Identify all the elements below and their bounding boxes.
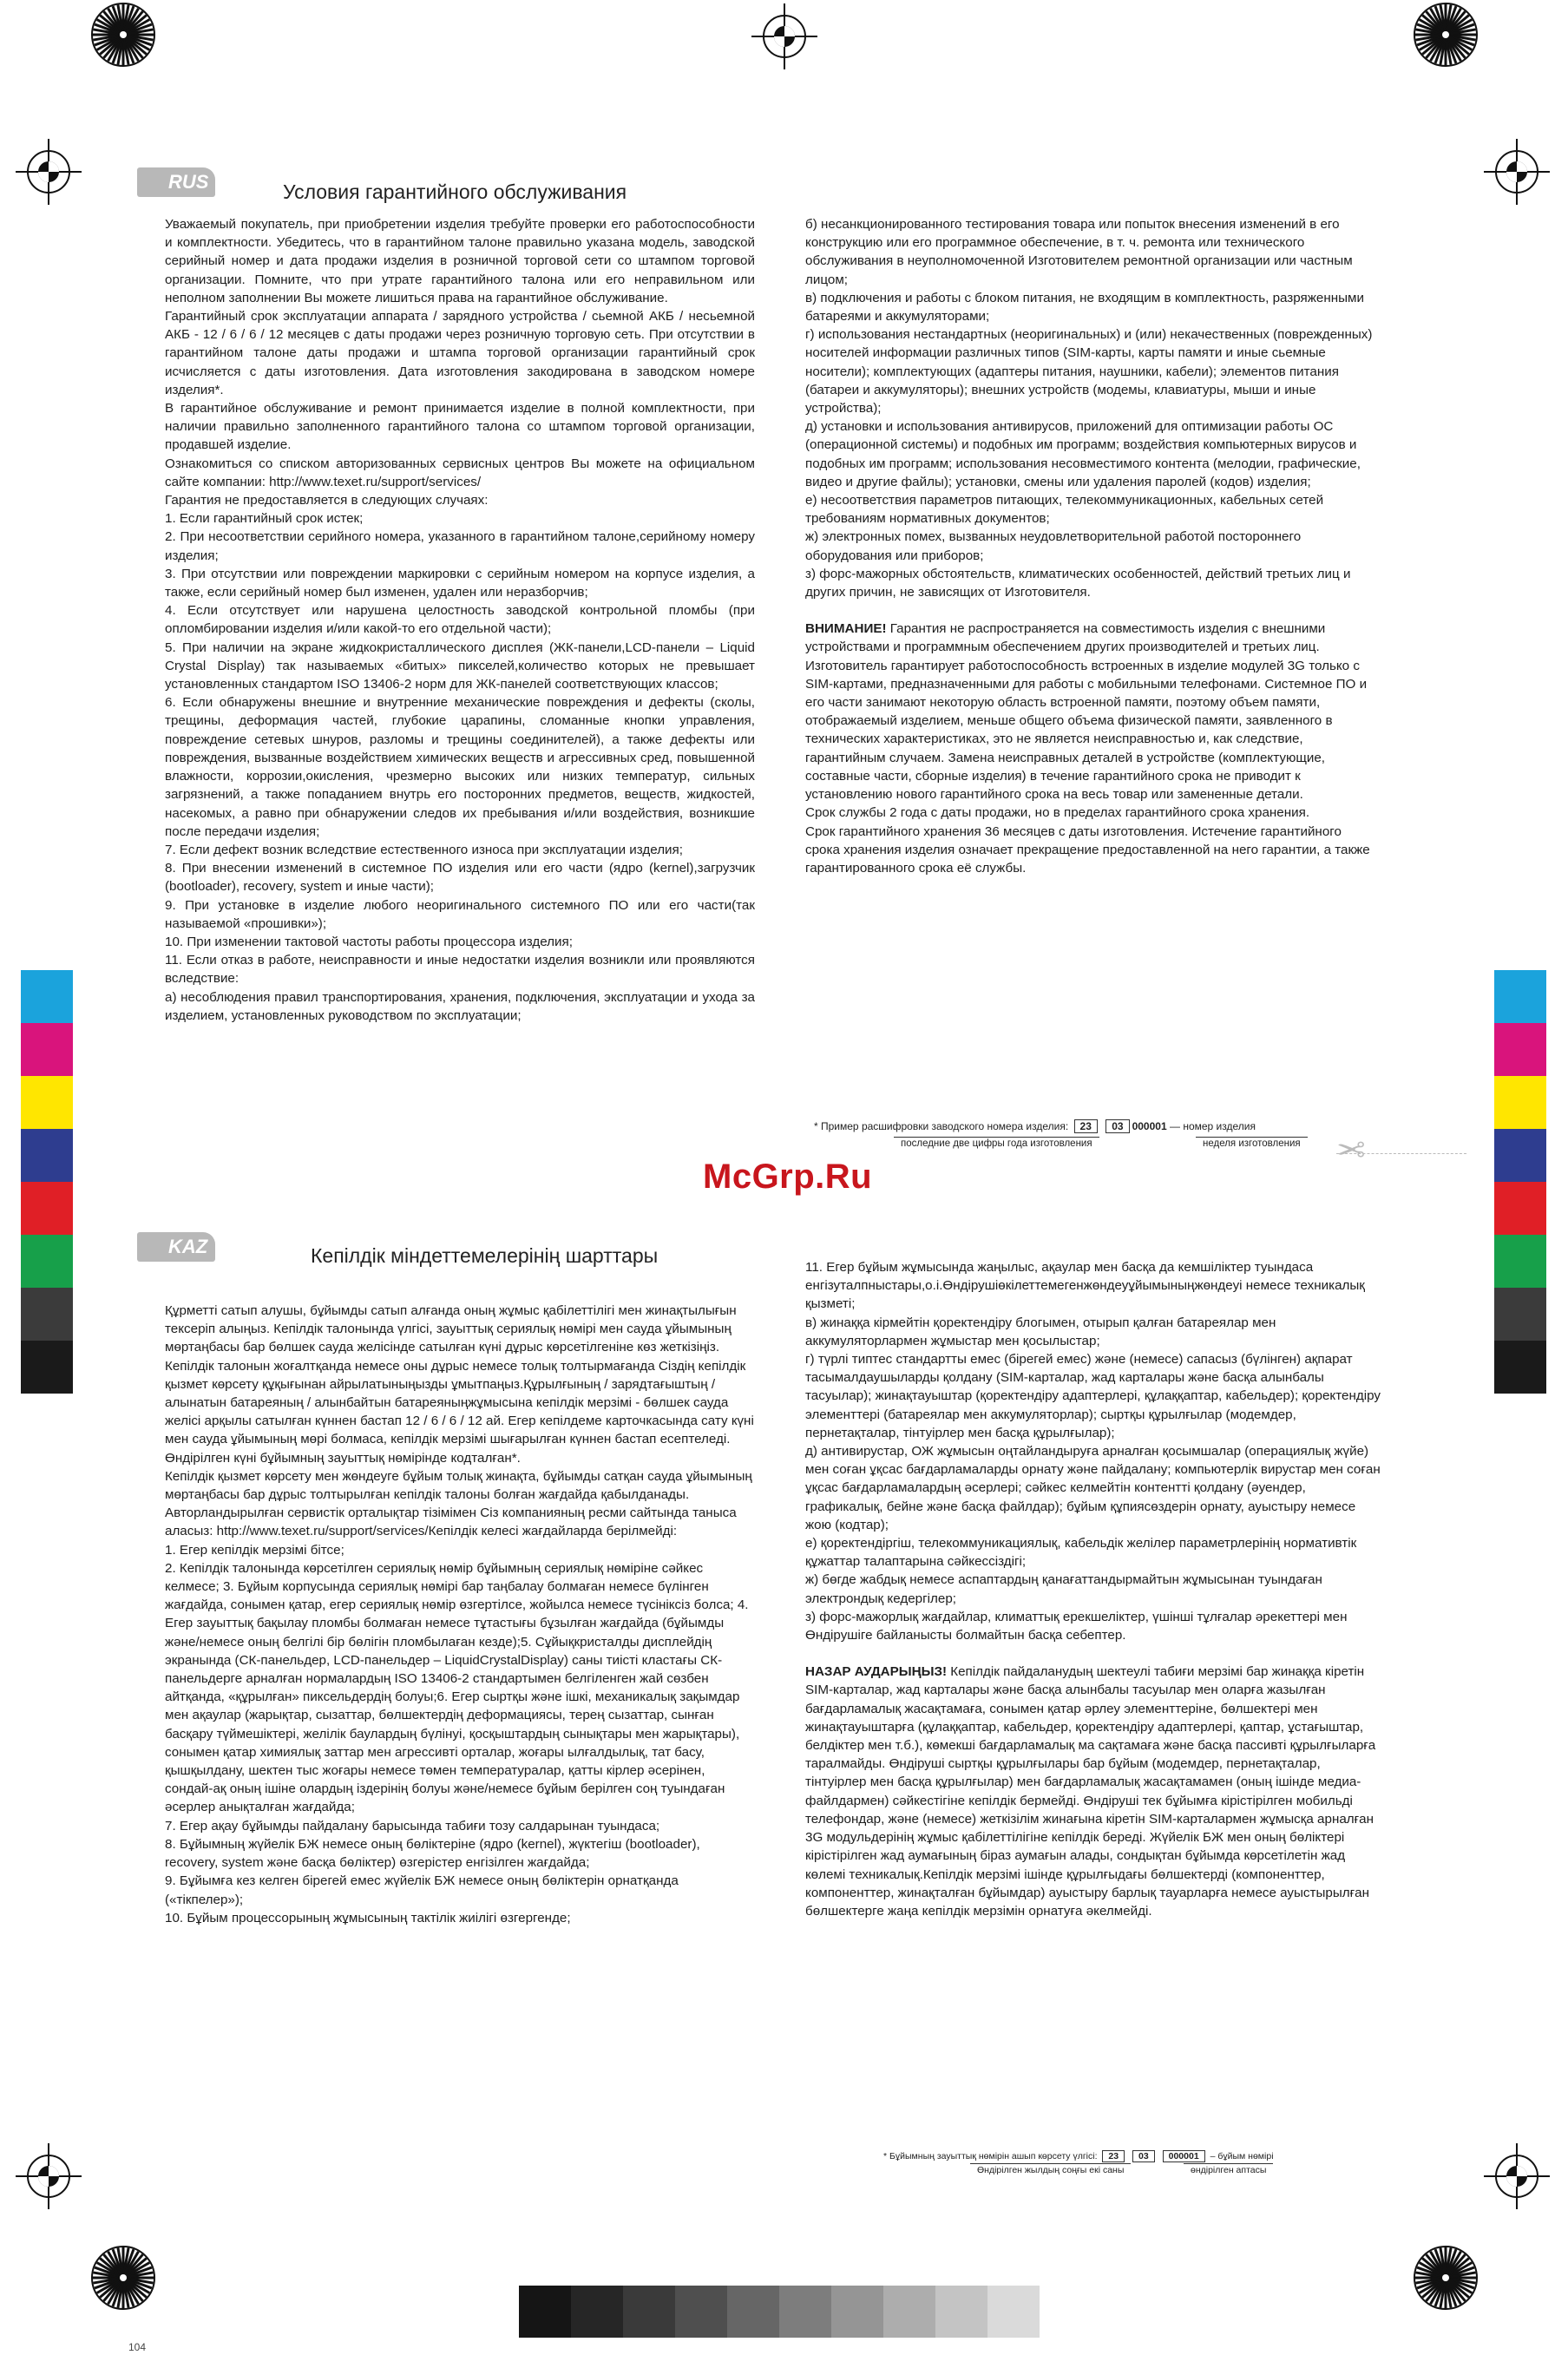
footnote-prefix: * Бұйымның зауыттық нөмірін ашып көрсету үлгісі: <box>883 2151 1098 2161</box>
list-item: з) форс-мажорных обстоятельств, климатических особенностей, действий третьих лиц и других причин, не зависящих от Изготовителя. <box>805 566 1351 600</box>
kaz-footnote-year-caption: Өндірілген жылдың соңғы екі саны <box>970 2163 1131 2176</box>
footnote-prefix: * Пример расшифровки заводского номера изделия: <box>814 1120 1069 1132</box>
list-item: 8. Бұйымның жүйелік БЖ немесе оның бөліктеріне (ядро (kernel), жүктегіш (bootloader), recovery, system және басқа бөліктер) өзгерістер енгізілген жағдайда; <box>165 1836 700 1871</box>
swatch-magenta <box>21 1023 73 1076</box>
attention-text: Гарантия не распространяется на совместимость изделия с внешними устройствами и программным обеспечением других производителей и третьих лиц. Изготовитель гарантирует работоспособность встроенных в изделие модулей 3G только с SIM-картами, предназначенными для работы с мобильными телефонами. Системное ПО и его части занимают некоторую область встроенной памяти, поэтому объем памяти, отображаемый изделием, меньше общего объема физической памяти, заявленного в технических характеристиках, это не является неисправностью и, как следствие, гарантийным случаем. Замена неисправных деталей в устройстве (комплектующие, составные части, сборные изделия) в течение гарантийного срока не приводит к установлению нового гарантийного срока на весь товар или замененные детали. <box>805 621 1368 803</box>
list-item: з) форс-мажорлық жағдайлар, климаттық ерекшеліктер, үшінші тұлғалар әрекеттері мен Өндірушіге байланысты болмайтын басқа себептер. <box>805 1609 1348 1643</box>
registration-mark-top-left <box>16 139 82 205</box>
swatch-darkgray <box>1494 1288 1546 1341</box>
list-item: 10. При изменении тактовой частоты работы процессора изделия; <box>165 934 573 949</box>
footnote-suffix: – бұйым нөмірі <box>1210 2151 1274 2161</box>
rus-left-column <box>165 215 755 1025</box>
list-item: 1. Если гарантийный срок истек; <box>165 511 364 527</box>
gray-step <box>987 2286 1040 2338</box>
swatch-magenta <box>1494 1023 1546 1076</box>
list-item: 2. При несоответствии серийного номера, указанного в гарантийном талоне,серийному номеру изделия; <box>165 529 755 563</box>
swatch-black <box>1494 1341 1546 1394</box>
list-item: 6. Если обнаружены внешние и внутренние механические повреждения и дефекты (сколы, трещины, деформация частей, глубокие царапины, сломанные кнопки управления, повреждение сетевых шнуров, разломы и трещины соединителей), а также дефекты или повреждения, вызванные воздействием химических веществ и агрессивных сред, повышенной влажности, коррозии,окисления, чрезмерно высоких или низких температур, сильных загрязнений, а также попаданием внутрь его посторонних предметов, веществ, жидкостей, насекомых, а равно при обнаружении следов их пребывания и/или воздействия, возникшие после передачи изделия; <box>165 695 755 839</box>
list-item: 3. При отсутствии или повреждении маркировки с серийным номером на корпусе изделия, а также, если серийный номер был изменен, удален или неразборчив; <box>165 566 755 600</box>
kaz-left-column <box>165 1302 755 1927</box>
swatch-blue <box>1494 1129 1546 1182</box>
swatch-darkgray <box>21 1288 73 1341</box>
list-item: 9. При установке в изделие любого неоригинального системного ПО или его части(так называемой «прошивки»); <box>165 897 755 931</box>
gray-step <box>571 2286 623 2338</box>
rus-footnote-week-caption: неделя изготовления <box>1196 1137 1308 1150</box>
list-item: 8. При внесении изменений в системное ПО изделия или его части (ядро (kernel),загрузчик (bootloader), recovery, system и иные части); <box>165 861 755 895</box>
registration-mark-top-right <box>1484 139 1550 205</box>
attention-text: Кепілдік пайдаланудың шектеулі табиғи мерзімі бар жинаққа кіретін SIM-карталар, жад карталары және басқа алынбалы тасуылар мен оларға жазылған бағдарламалық жасақтамаға, сонымен қатар әрлеу элементтеріне, бөлшектері мен жинақтауыштарға (құлаққаптар, кабельдер, қоректендіру адаптерлері, қаптар, ұстағыштар, белдіктер мен т.б.), көмекші бағдарламалық ма сақтамаға және басқа пассивті құрылғыларға таралмайды. Өндіруші сыртқы құрылғылары бар бұйым (модемдер, пернетақталар, тінтуірлер мен басқа құрылғылар) мен бағдарламалық жасақтамамен (оның ішінде медиа-файлдармен) сәйкестігіне кепілдік бермейді. Өндіруші тек бұйымға кірістірілген мобильді телефондар, және (немесе) жеткізілім жинағына кіретін SIM-карталармен жұмысқа арналған 3G модульдерінің жұмыс қабілеттілігіне кепілдік береді. Жүйелік БЖ мен оның бөліктері кірістірілген жад аумағының біраз аумағын алады, сондықтан бұйымда көрсетілетін жад көлемі техникалық.Кепілдік мерзімі ішінде құрылғыдағы бөлшектерді (компоненттер, компоненттер, жинақталған бұйымдар) ауыстыру барлық тауарларға немесе ауыстырылған бөлшектерге жаңа кепілдік мерзімін орнатуға әкелмейді. <box>805 1664 1376 1919</box>
list-item: в) подключения и работы с блоком питания, не входящим в комплектность, разряженными батареями и аккумуляторами; <box>805 290 1364 325</box>
footnote-dash: — <box>1169 1120 1180 1132</box>
list-item: 11. Если отказ в работе, неисправности и иные недостатки изделия возникли или проявляются вследствие: <box>165 953 755 987</box>
color-bar-right <box>1494 970 1546 1394</box>
swatch-blue <box>21 1129 73 1182</box>
cut-line <box>1336 1153 1466 1154</box>
list-item: д) антивирустар, ОЖ жұмысын оңтайландыруға арналған қосымшалар (операциялық жүйе) мен соған ұқсас бағдарламаларды орнату және пайдалану; компьютерлік вирустар мен соған ұқсас бағдарламалардың әсерлері; сәйкес келмейтін контентті қолдану (әуендер, графикалық, бейне және басқа файлдар); бұйым құпиясөздерін орнату, ауыстыру немесе жою (кодтар); <box>805 1444 1381 1532</box>
footnote-week: 03 <box>1132 2150 1155 2162</box>
kaz-right-column <box>805 1258 1382 1920</box>
page-number: 104 <box>128 2341 147 2353</box>
paragraph: Өндірілген күні бұйымның зауыттық нөмірінде кодталған*. <box>165 1450 521 1466</box>
list-item: енгізуталпныстары,о.і.Өндірушіөкілеттемегенжөндеуұйымыныңжөндеуі немесе техникалық қызметі; <box>805 1278 1365 1312</box>
list-item: 4. Если отсутствует или нарушена целостность заводской контрольной пломбы (при опломбировании изделия и/или какой-то его отдельной части); <box>165 603 755 637</box>
list-item: 11. Егер бұйым жұмысында жаңылыс, ақаулар мен басқа да кемшіліктер туындаса <box>805 1260 1314 1275</box>
footnote-serial: 000001 <box>1163 2150 1205 2162</box>
kaz-footnote-week-caption: өндірілген аптасы <box>1184 2163 1273 2176</box>
list-item: д) установки и использования антивирусов, приложений для оптимизации работы ОС (операционной системы) и подобных им программ; воздействия компьютерных вирусов и подобных им программ; использования несовместимого контента (мелодии, графические, видео и другие файлы); установки, смены или удаления паролей (кодов) изделия; <box>805 419 1361 489</box>
lang-tag-rus: RUS <box>137 167 215 197</box>
attention-paragraph <box>805 620 1374 804</box>
attention-label: НАЗАР АУДАРЫҢЫЗ! <box>805 1664 948 1680</box>
color-bar-left <box>21 970 73 1394</box>
registration-mark-bottom-left <box>16 2143 82 2209</box>
gray-step <box>831 2286 883 2338</box>
footnote-week: 03 <box>1105 1119 1129 1133</box>
list-item: 5. При наличии на экране жидкокристаллического дисплея (ЖК-панели,LCD-панели – Liquid Crystal Display) так называемых «битых» пикселей,количество которых не превышает установленных стандартом ISO 13406-2 норм для ЖК-панелей соответствующих классов; <box>165 640 755 692</box>
registration-mark-top-center <box>751 3 817 69</box>
footnote-year: 23 <box>1074 1119 1098 1133</box>
gray-step <box>519 2286 571 2338</box>
list-item: б) несанкционированного тестирования товара или попыток внесения изменений в его конструкцию или его программное обеспечение, в т. ч. ремонта или технического обслуживания в неуполномоченной Изготовителем ремонтной организации или частным лицом; <box>805 217 1353 287</box>
storage-text: Срок гарантийного хранения 36 месяцев с даты изготовления. Истечение гарантийного срока хранения изделия означает прекращение предоставленной на него гарантии, а также гарантированного срока её службы. <box>805 823 1370 876</box>
scissors-icon: ✂ <box>1336 1129 1366 1167</box>
rus-right-column <box>805 215 1374 877</box>
swatch-yellow <box>21 1076 73 1129</box>
swatch-red <box>21 1182 73 1235</box>
swatch-cyan <box>21 970 73 1023</box>
starburst-mark-top-left <box>89 0 158 69</box>
paragraph: Құрметті сатып алушы, бұйымды сатып алғанда оның жұмыс қабілеттілігі мен жинақтылығын тексеріп алыңыз. Кепілдік талонында үлгісі, зауыттық сериялық нөмірі мен сауда ұйымының мөртаңбасы бар бөлшек сауда желісінде сатылған күні дұрыс көрсетілгеніне көз жеткізіңіз. Кепілдік талонын жоғалтқанда немесе оны дұрыс немесе толық толтырмағанда Сіздің кепілдік қызмет көрсету құқығынан айрылатыныңызды ұмытпаңыз.Құрылғының / зарядтағыштың / алынатын батареяның / алынбайтын батареяныңжұмысына кепілдік мерзімі - бөлшек сауда желісі арқылы сатылған күннен бастап 12 / 6 / 6 / 12 ай. Егер кепілдеме карточкасында сату күні мен сауда ұйымының мөрі болмаса, кепілдік мерзімі шығарылған күннен бастап есептеледі. <box>165 1303 754 1447</box>
swatch-cyan <box>1494 970 1546 1023</box>
list-item: г) использования нестандартных (неоригинальных) и (или) некачественных (поврежденных) носителей информации различных типов (SIM-карты, карты памяти и иные сьемные носители); комплектующих (адаптеры питания, наушники, кабели); элементов питания (батареи и аккумуляторы); внешних устройств (модемы, клавиатуры, мыши и иные устройства); <box>805 327 1373 417</box>
list-item: ж) бөгде жабдық немесе аспаптардың қанағаттандырмайтын жұмысынан туындаған электрондық кедергілер; <box>805 1572 1322 1606</box>
rus-serial-footnote <box>814 1119 1387 1133</box>
footnote-serial: 000001 <box>1132 1120 1167 1132</box>
list-item: 9. Бұйымға кез келген бірегей емес жүйелік БЖ немесе оның бөліктерін орнатқанда («тікпелер»); <box>165 1873 679 1907</box>
gray-step <box>675 2286 727 2338</box>
kaz-serial-footnote <box>883 2150 1421 2162</box>
gray-step <box>779 2286 831 2338</box>
list-item: 10. Бұйым процессорының жұмысының тактілік жиілігі өзгергенде; <box>165 1910 571 1925</box>
paragraph: Гарантийный срок эксплуатации аппарата / зарядного устройства / сьемной АКБ / несьемной АКБ - 12 / 6 / 6 / 12 месяцев с даты продажи через розничную торговую сеть. При отсутствии в гарантийном талоне даты продажи и штампа торговой организации гарантийный срок исчисляется с даты изготовления. Дата изготовления закодирована в заводском номере изделия*. <box>165 309 755 397</box>
starburst-mark-top-right <box>1411 0 1480 69</box>
swatch-green <box>21 1235 73 1288</box>
gray-step <box>727 2286 779 2338</box>
footnote-year: 23 <box>1102 2150 1125 2162</box>
paragraph: Гарантия не предоставляется в следующих случаях: <box>165 493 489 508</box>
watermark: McGrp.Ru <box>703 1158 873 1196</box>
grayscale-strip <box>519 2286 1040 2338</box>
swatch-green <box>1494 1235 1546 1288</box>
gray-step <box>623 2286 675 2338</box>
paragraph: В гарантийное обслуживание и ремонт принимается изделие в полной комплектности, при наличии правильно заполненного гарантийного талона со штампом торговой организации, продавшей изделие. <box>165 401 755 453</box>
list-item: 7. Если дефект возник вследствие естественного износа при эксплуатации изделия; <box>165 842 683 857</box>
attention-paragraph <box>805 1663 1382 1920</box>
swatch-red <box>1494 1182 1546 1235</box>
gray-step <box>935 2286 987 2338</box>
list-item: г) түрлі типтес стандартты емес (бірегей емес) және (немесе) сапасыз (бүлінген) ақпарат тасымалдаушыларды қолдану (SIM-карталар, жад карталары және басқа алынбалы тасуылар); жинақтауыштар (қоректендіру адаптерлері, құлаққаптар, кабельдер); қоректендіру элементтері (батареялар мен аккумуляторлар); сыртқы құрылғылар (модемдер, пернетақталар, тінтуірлер мен басқа құрылғылар); <box>805 1352 1381 1440</box>
list-item: е) қоректендіргіш, телекоммуникациялық, кабельдік желілер параметрлерінің нормативтік құжаттар талаптарына сәйкессіздігі; <box>805 1536 1357 1570</box>
starburst-mark-bottom-left <box>89 2243 158 2312</box>
paragraph: Ознакомиться со списком авторизованных сервисных центров Вы можете на официальном сайте компании: http://www.texet.ru/support/services/ <box>165 456 755 489</box>
gray-step <box>883 2286 935 2338</box>
list-item: ж) электронных помех, вызванных неудовлетворительной работой постороннего оборудования или приборов; <box>805 529 1302 563</box>
registration-mark-bottom-right <box>1484 2143 1550 2209</box>
list-item: 7. Егер ақау бұйымды пайдалану барысында табиғи тозу салдарынан туындаса; <box>165 1818 660 1833</box>
lang-tag-kaz: KAZ <box>137 1232 215 1262</box>
rus-footnote-year-caption: последние две цифры года изготовления <box>894 1137 1099 1150</box>
list-item: е) несоответствия параметров питающих, телекоммуникационных, кабельных сетей требованиям нормативных документов; <box>805 493 1324 527</box>
list-item: а) несоблюдения правил транспортирования, хранения, подключения, эксплуатации и ухода за изделием, установленных руководством по эксплуатации; <box>165 989 755 1023</box>
list-item: 1. Егер кепілдік мерзімі бітсе; <box>165 1542 344 1558</box>
starburst-mark-bottom-right <box>1411 2243 1480 2312</box>
attention-label: ВНИМАНИЕ! <box>805 621 887 637</box>
service-life-text: Срок службы 2 года с даты продажи, но в пределах гарантийного срока хранения. <box>805 805 1310 821</box>
footnote-suffix: номер изделия <box>1183 1120 1256 1132</box>
section-title-rus: Условия гарантийного обслуживания <box>283 180 627 203</box>
paragraph: Уважаемый покупатель, при приобретении изделия требуйте проверки его работоспособности и комплектности. Убедитесь, что в гарантийном талоне правильно указана модель, заводской серийный номер и дата продажи изделия в розничной торговой сети со штампом торговой организации. Помните, что при утрате гарантийного талона или его неправильном или неполном заполнении Вы можете лишиться права на гарантийное обслуживание. <box>165 217 755 305</box>
list-item: в) жинаққа кірмейтін қоректендіру блогымен, отырып қалған батареялар мен аккумуляторлармен жұмыстар мен қосылыстар; <box>805 1315 1276 1348</box>
section-title-kaz: Кепілдік міндеттемелерінің шарттары <box>311 1244 659 1267</box>
list-item: 2. Кепілдік талонында көрсетілген сериялық нөмір бұйымның сериялық нөміріне сәйкес келмесе; 3. Бұйым корпусында сериялық нөмірі бар таңбалау болмаған немесе бүлінген жағдайда, сонымен қатар, егер сериялық нөмір өзгертілсе, жойылса немесе түсініксіз болса; 4. Егер зауыттық бақылау пломбы болмаған немесе тұтастығы бұзылған жағдайда (бұйымды және/немесе оның белгілі бір бөлігін пломбылаған кезде);5. Сұйықкристалды дисплейдің экранында (СК-панельдер, LCD-панельдер – LiquidCrystalDisplay) саны тиісті кластағы СК-панельдерге арналған нормалардың ISO 13406-2 стандартымен белгіленген жай сөзбен айтқанда, «құрылған» пиксельдердің болуы;6. Егер сыртқы және ішкі, механикалық зақымдар мен ақаулар (жарықтар, сызаттар, бөлшектердің деформациясы, терең сызаттар, сынған басқару түймешіктері, желілік баулардың бүлінуі, қосқыштардың сынықтары мен жарықтары), сонымен қатар химиялық заттар мен агрессивті орталар, жоғары ылғалдылық, тат басу, қышқылдану, шектен тыс жоғары немесе төмен температуралар, қатты кірлер әсерінен, сондай-ақ оның ішіне олардың іздерінің болуы және/немесе бұйым берілген соң туындаған әсерлер анықталған жағдайда; <box>165 1560 749 1815</box>
swatch-yellow <box>1494 1076 1546 1129</box>
paragraph: Кепілдік қызмет көрсету мен жөндеуге бұйым толық жинақта, бұйымды сатқан сауда ұйымының мөртаңбасы бар дұрыс толтырылған кепілдік талоны болған жағдайда қабылданады. <box>165 1468 752 1503</box>
paragraph: Авторландырылған сервистік орталықтар тізімімен Сіз компанияның ресми сайтында таныса аласыз: http://www.texet.ru/support/services/Кепілдік келесі жағдайларда берілмейді: <box>165 1505 737 1539</box>
swatch-black <box>21 1341 73 1394</box>
